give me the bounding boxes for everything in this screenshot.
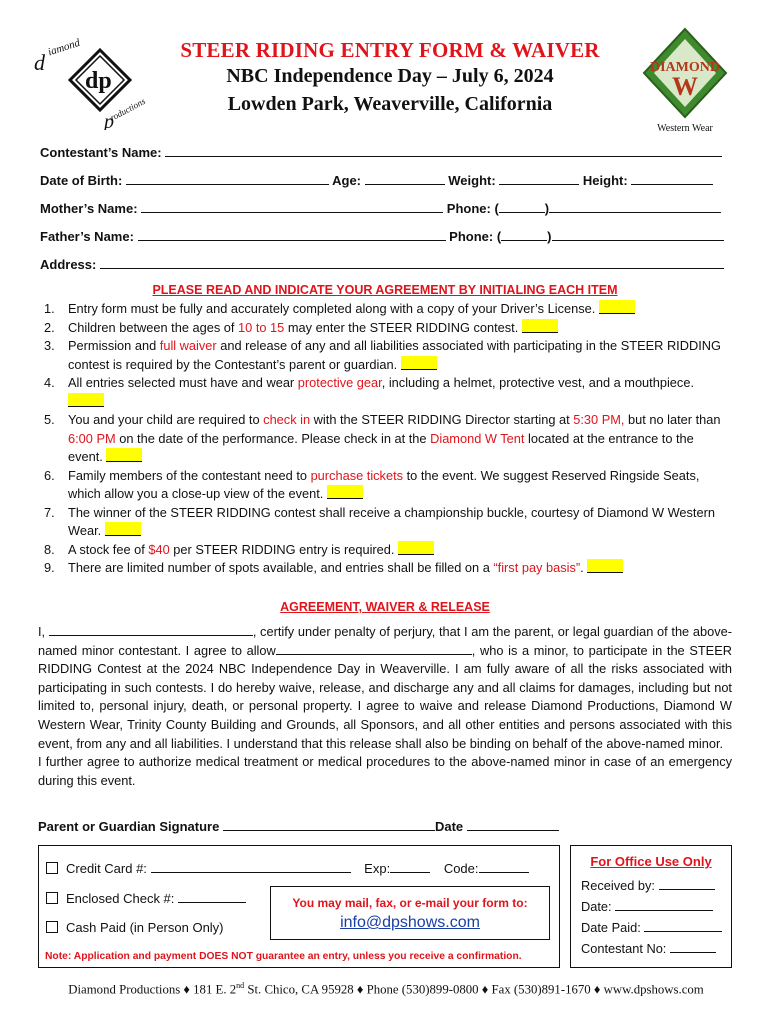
rule-item: 7. The winner of the STEER RIDDING contest shall receive a championship buckle, courtesy of Diamond W Western Wear. [44, 504, 715, 538]
dob-label: Date of Birth: [40, 173, 123, 188]
date-paid-row: Date Paid: [581, 917, 731, 938]
mail-info-box [270, 886, 550, 940]
credit-card-field[interactable] [151, 860, 351, 873]
contestant-no-field[interactable] [670, 940, 716, 953]
father-line: Father’s Name: Phone: ( ) [40, 227, 724, 244]
rules-list [40, 300, 730, 578]
cash-row: Cash Paid (in Person Only) [46, 920, 224, 935]
waiver-paragraph: I, , certify under penalty of perjury, that I am the parent, or legal guardian of the above-named minor contestant. I agree to allow , who is a minor, to participate in the STEER RIDDING Contest at the 2024 NBC Independence Day in Weaverville. I am fully aware of all the risks associated with participating in such contests. I do hereby waive, release, and discharge any and all claims for damages, including but not limited to, personal injury, death, or personal property. I agree to waive and release Diamond Productions, Diamond W Western Wear, Trinity County Building and Grounds, all Sponsors, and all other entities and persons associated with this event, from any and all liabilities. I understand that this release shall also be binding on behalf of the above-named minor. [38, 624, 732, 751]
dob-field[interactable] [126, 171, 329, 185]
contestant-name-label: Contestant’s Name: [40, 145, 162, 160]
address-field[interactable] [100, 255, 724, 269]
address-label: Address: [40, 257, 97, 272]
initial-field[interactable] [105, 522, 141, 536]
diamond-productions-logo [30, 30, 150, 130]
svg-text:d: d [34, 50, 45, 75]
credit-card-row: Credit Card #: Exp: Code: [46, 860, 529, 876]
confirmation-note: Note: Application and payment DOES NOT guarantee an entry, unless you receive a confirmation. [45, 951, 522, 962]
check-row: Enclosed Check #: [46, 890, 246, 906]
father-area-code-field[interactable] [501, 227, 547, 241]
email-link[interactable]: info@dpshows.com [340, 914, 480, 931]
height-field[interactable] [631, 171, 713, 185]
check-number-field[interactable] [178, 890, 246, 903]
initial-field[interactable] [587, 559, 623, 573]
rules-heading: PLEASE READ AND INDICATE YOUR AGREEMENT BY INITIALING EACH ITEM [152, 283, 618, 297]
received-by-field[interactable] [659, 877, 715, 890]
waiver-heading: AGREEMENT, WAIVER & RELEASE [280, 600, 490, 614]
rule-item: 2. Children between the ages of 10 to 15 may enter the STEER RIDDING contest. [40, 319, 730, 338]
signature-date-label: Date [434, 819, 464, 834]
initial-field[interactable] [327, 485, 363, 499]
father-label: Father’s Name: [40, 229, 134, 244]
initial-field[interactable] [599, 300, 635, 314]
signature-line [38, 818, 559, 834]
signature-field[interactable] [223, 818, 435, 831]
initial-field[interactable] [401, 356, 437, 370]
age-label: Age: [332, 173, 361, 188]
form-title-block [160, 38, 620, 118]
father-phone-field[interactable] [552, 227, 724, 241]
address-line [40, 255, 724, 272]
expiry-field[interactable] [390, 860, 430, 873]
initial-field[interactable] [522, 319, 558, 333]
height-label: Height: [582, 173, 628, 188]
weight-field[interactable] [499, 171, 579, 185]
rule-item: 1. Entry form must be fully and accurately completed along with a copy of your Driver’s License. [40, 300, 730, 319]
svg-text:p: p [104, 111, 114, 130]
svg-text:W: W [672, 72, 698, 101]
minor-name-field[interactable] [276, 642, 472, 655]
event-location: Lowden Park, Weaverville, California [227, 93, 553, 115]
check-checkbox[interactable] [46, 892, 58, 904]
svg-text:iamond: iamond [46, 36, 82, 59]
signature-label: Parent or Guardian Signature [38, 819, 220, 834]
contestant-name-field[interactable] [165, 143, 722, 157]
svg-text:dp: dp [85, 68, 112, 94]
rule-item: 9. There are limited number of spots available, and entries shall be filled on a “first pay basis”. [40, 559, 730, 578]
mail-instructions: You may mail, fax, or e-mail your form to: [292, 896, 528, 910]
svg-text:DIAMOND: DIAMOND [650, 60, 720, 75]
diamond-w-logo [640, 25, 730, 135]
office-use-title: For Office Use Only [590, 854, 712, 869]
waiver-text [38, 623, 732, 790]
initial-field[interactable] [398, 541, 434, 555]
form-title: STEER RIDING ENTRY FORM & WAIVER [180, 38, 600, 62]
mother-name-field[interactable] [141, 199, 443, 213]
office-date-field[interactable] [615, 898, 713, 911]
event-date: NBC Independence Day – July 6, 2024 [226, 65, 554, 87]
website-link[interactable]: www.dpshows.com [603, 982, 704, 997]
date-paid-field[interactable] [644, 919, 722, 932]
rule-item: 4. All entries selected must have and wear protective gear, including a helmet, protective vest, and a mouthpiece. [40, 374, 730, 411]
mother-line: Mother’s Name: Phone: ( ) [40, 199, 721, 216]
mother-phone-label: Phone: ( [446, 201, 499, 216]
rule-item: 3. Permission and full waiver and release of any and all liabilities associated with participating in the STEER RIDDING contest is required by the Contestant’s parent or guardian. [44, 338, 721, 372]
rule-item: 5. You and your child are required to check in with the STEER RIDDING Director starting at 5:30 PM, but no later than 6:00 PM on the date of the performance. Please check in at the Diamond W Tent located at the entrance to the event. [44, 412, 721, 464]
initial-field[interactable] [68, 393, 104, 407]
initial-field[interactable] [106, 448, 142, 462]
mother-area-code-field[interactable] [499, 199, 545, 213]
credit-card-checkbox[interactable] [46, 862, 58, 874]
age-field[interactable] [365, 171, 445, 185]
contestant-no-row: Contestant No: [581, 938, 731, 959]
parent-name-field[interactable] [49, 623, 253, 636]
weight-label: Weight: [448, 173, 496, 188]
father-phone-label: Phone: ( [449, 229, 502, 244]
father-name-field[interactable] [138, 227, 446, 241]
signature-date-field[interactable] [467, 818, 559, 831]
mother-label: Mother’s Name: [40, 201, 138, 216]
svg-text:roductions: roductions [108, 95, 147, 123]
mother-phone-field[interactable] [549, 199, 721, 213]
dob-line [40, 171, 713, 188]
office-date-row: Date: [581, 896, 731, 917]
contestant-name-line [40, 143, 722, 160]
office-use-box [570, 845, 732, 968]
medical-paragraph: I further agree to authorize medical treatment or medical procedures to the above-named minor in case of an emergency during this event. [38, 754, 732, 788]
rule-item: 8. A stock fee of $40 per STEER RIDDING entry is required. [40, 541, 730, 560]
received-by-row: Received by: [581, 875, 731, 896]
rule-item: 6. Family members of the contestant need to purchase tickets to the event. We suggest Reserved Ringside Seats, which allow you a close-up view of the event. [44, 467, 700, 501]
code-field[interactable] [479, 860, 529, 873]
svg-text:Western Wear: Western Wear [657, 123, 713, 134]
cash-checkbox[interactable] [46, 921, 58, 933]
footer-contact: Diamond Productions ♦ 181 E. 2nd St. Chico, CA 95928 ♦ Phone (530)899-0800 ♦ Fax (530)891-1670 ♦ www.dpshows.com [68, 981, 704, 997]
